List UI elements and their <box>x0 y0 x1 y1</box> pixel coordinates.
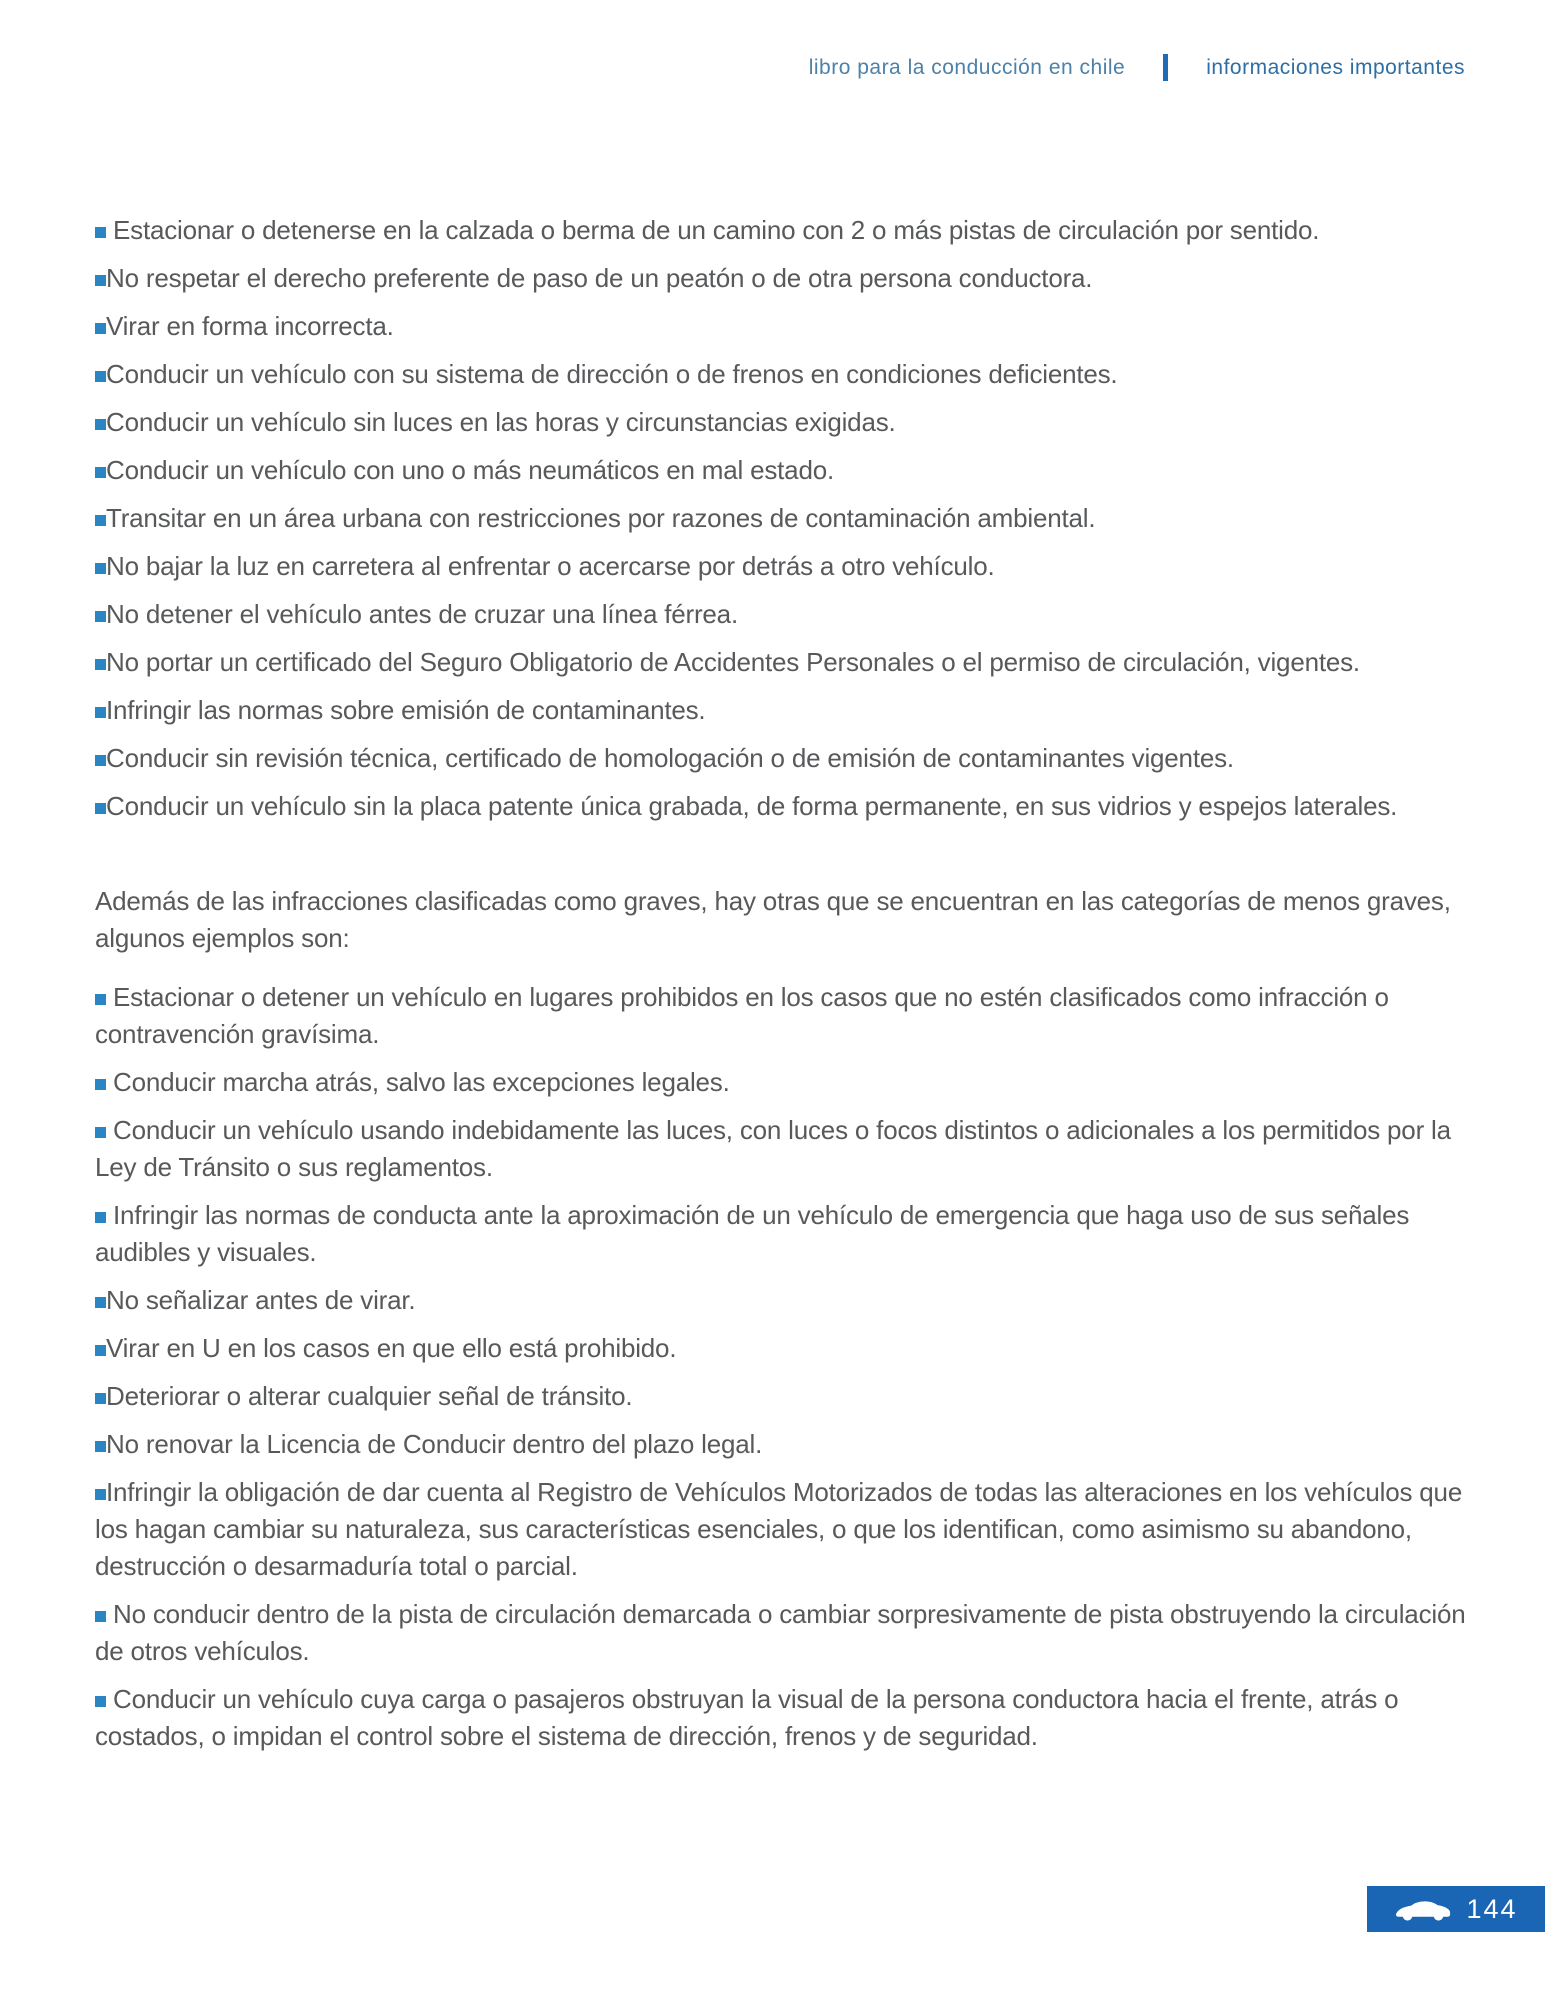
list-item <box>95 596 1467 633</box>
list-item <box>95 1681 1467 1755</box>
square-bullet-icon <box>95 1079 106 1090</box>
list-item <box>95 1197 1467 1271</box>
list-item-text: No bajar la luz en carretera al enfrentar o acercarse por detrás a otro vehículo. <box>106 551 995 581</box>
list-item-text: Infringir las normas de conducta ante la aproximación de un vehículo de emergencia que haga uso de sus señales audibles y visuales. <box>95 1200 1410 1267</box>
list-item-text: No detener el vehículo antes de cruzar una línea férrea. <box>106 599 738 629</box>
header-separator-bar <box>1163 54 1168 81</box>
list-item <box>95 1064 1467 1101</box>
minor-infractions-list <box>95 979 1467 1755</box>
list-item <box>95 404 1467 441</box>
list-item-text: Conducir un vehículo usando indebidamente las luces, con luces o focos distintos o adicionales a los permitidos por la Ley de Tránsito o sus reglamentos. <box>95 1115 1451 1182</box>
square-bullet-icon <box>95 994 106 1005</box>
square-bullet-icon <box>95 1393 106 1404</box>
square-bullet-icon <box>95 1489 106 1500</box>
square-bullet-icon <box>95 1696 106 1707</box>
list-item <box>95 1378 1467 1415</box>
square-bullet-icon <box>95 611 106 622</box>
square-bullet-icon <box>95 1345 106 1356</box>
list-item-text: Conducir un vehículo sin luces en las horas y circunstancias exigidas. <box>106 407 896 437</box>
square-bullet-icon <box>95 1127 106 1138</box>
list-item-text: Transitar en un área urbana con restricciones por razones de contaminación ambiental. <box>106 503 1096 533</box>
square-bullet-icon <box>95 227 106 238</box>
list-item <box>95 212 1467 249</box>
list-item-text: Conducir un vehículo cuya carga o pasajeros obstruyan la visual de la persona conductora hacia el frente, atrás o costados, o impidan el control sobre el sistema de dirección, frenos y de seguridad. <box>95 1684 1399 1751</box>
square-bullet-icon <box>95 1212 106 1223</box>
intro-paragraph: Además de las infracciones clasificadas como graves, hay otras que se encuentran en las categorías de menos graves, algunos ejemplos son: <box>95 886 1451 953</box>
list-item-text: Infringir las normas sobre emisión de contaminantes. <box>106 695 706 725</box>
list-item <box>95 1112 1467 1186</box>
list-item-text: No renovar la Licencia de Conducir dentro del plazo legal. <box>106 1429 763 1459</box>
list-item-text: Conducir un vehículo con uno o más neumáticos en mal estado. <box>106 455 834 485</box>
square-bullet-icon <box>95 707 106 718</box>
list-item <box>95 644 1467 681</box>
page-number-badge <box>1367 1886 1545 1932</box>
list-item <box>95 1282 1467 1319</box>
list-item <box>95 979 1467 1053</box>
square-bullet-icon <box>95 275 106 286</box>
list-item <box>95 548 1467 585</box>
list-item <box>95 500 1467 537</box>
list-item-text: Virar en forma incorrecta. <box>106 311 394 341</box>
list-item-text: Deteriorar o alterar cualquier señal de tránsito. <box>106 1381 633 1411</box>
square-bullet-icon <box>95 323 106 334</box>
grave-infractions-list <box>95 212 1467 825</box>
book-title: libro para la conducción en chile <box>808 55 1126 79</box>
list-item-text: No conducir dentro de la pista de circulación demarcada o cambiar sorpresivamente de pista obstruyendo la circulación de otros vehículos. <box>95 1599 1466 1666</box>
list-item-text: Estacionar o detener un vehículo en lugares prohibidos en los casos que no estén clasificados como infracción o contravención gravísima. <box>95 982 1389 1049</box>
list-item-text: No portar un certificado del Seguro Obligatorio de Accidentes Personales o el permiso de circulación, vigentes. <box>106 647 1360 677</box>
list-item <box>95 1596 1467 1670</box>
list-item <box>95 740 1467 777</box>
list-item <box>95 788 1467 825</box>
page-content <box>95 212 1467 1766</box>
list-item-text: No respetar el derecho preferente de paso de un peatón o de otra persona conductora. <box>106 263 1093 293</box>
square-bullet-icon <box>95 419 106 430</box>
square-bullet-icon <box>95 755 106 766</box>
square-bullet-icon <box>95 515 106 526</box>
square-bullet-icon <box>95 1611 106 1622</box>
square-bullet-icon <box>95 1441 106 1452</box>
page-number: 144 <box>1466 1893 1518 1924</box>
list-item-text: No señalizar antes de virar. <box>106 1285 416 1315</box>
list-item <box>95 692 1467 729</box>
list-item-text: Conducir marcha atrás, salvo las excepciones legales. <box>106 1067 730 1097</box>
list-item-text: Estacionar o detenerse en la calzada o berma de un camino con 2 o más pistas de circulación por sentido. <box>106 215 1320 245</box>
list-item-text: Virar en U en los casos en que ello está prohibido. <box>106 1333 677 1363</box>
car-icon <box>1394 1896 1452 1922</box>
list-item <box>95 1426 1467 1463</box>
square-bullet-icon <box>95 371 106 382</box>
list-item-text: Conducir un vehículo con su sistema de dirección o de frenos en condiciones deficientes. <box>106 359 1118 389</box>
list-item <box>95 1474 1467 1585</box>
list-item-text: Infringir la obligación de dar cuenta al Registro de Vehículos Motorizados de todas las alteraciones en los vehículos que los hagan cambiar su naturaleza, sus características esenciales, o que los identifican, como asimismo su abandono, destrucción o desarmaduría total o parcial. <box>95 1477 1463 1581</box>
square-bullet-icon <box>95 1297 106 1308</box>
list-item <box>95 308 1467 345</box>
section-title: informaciones importantes <box>1206 55 1465 79</box>
list-item <box>95 452 1467 489</box>
list-item <box>95 356 1467 393</box>
square-bullet-icon <box>95 467 106 478</box>
list-item <box>95 1330 1467 1367</box>
square-bullet-icon <box>95 563 106 574</box>
square-bullet-icon <box>95 659 106 670</box>
square-bullet-icon <box>95 803 106 814</box>
list-item-text: Conducir sin revisión técnica, certificado de homologación o de emisión de contaminantes vigentes. <box>106 743 1234 773</box>
page-header <box>809 54 1465 81</box>
list-item <box>95 260 1467 297</box>
list-item-text: Conducir un vehículo sin la placa patente única grabada, de forma permanente, en sus vidrios y espejos laterales. <box>106 791 1398 821</box>
